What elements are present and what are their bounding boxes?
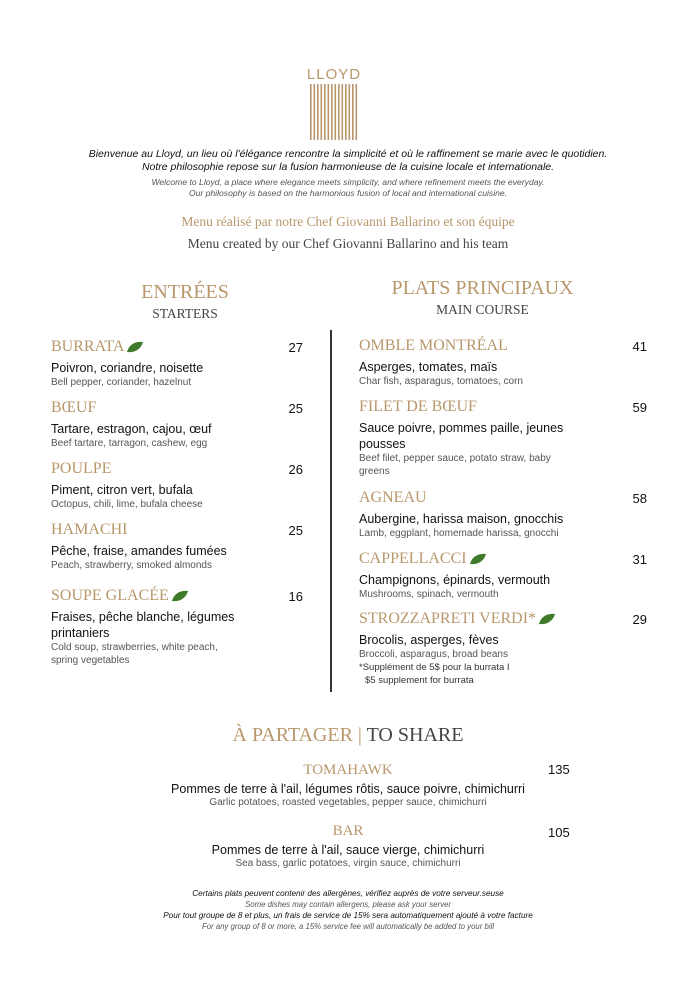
menu-item [359, 337, 647, 388]
intro-en-line1: Welcome to Lloyd, a place where elegance meets simplicity, and where refinement meets the everyday. [151, 177, 545, 187]
footer-allergen-fr: Certains plats peuvent contenir des allergènes, vérifiez auprès de votre serveur.seuse [192, 889, 504, 898]
item-description-fr: Pommes de terre à l'ail, sauce vierge, chimichurri [211, 843, 485, 857]
item-name: HAMACHI [51, 521, 128, 538]
item-description-en: Beef filet, pepper sauce, potato straw, baby [359, 453, 551, 464]
item-name: BAR [332, 823, 364, 839]
item-name: CAPPELLACCI [359, 550, 467, 567]
item-name: STROZZAPRETI VERDI* [359, 610, 537, 627]
chef-credit-fr: Menu réalisé par notre Chef Giovanni Ballarino et son équipe [181, 214, 515, 229]
item-price: 41 [632, 339, 647, 354]
footer-service-en: For any group of 8 or more, a 15% service fee will automatically be added to your bill [201, 922, 495, 931]
item-name: POULPE [51, 460, 112, 477]
menu-item [51, 399, 303, 450]
item-price: 25 [288, 401, 303, 416]
menu-item [359, 550, 647, 601]
item-description-en: Bell pepper, coriander, hazelnut [51, 377, 192, 388]
intro-fr-line1: Bienvenue au Lloyd, un lieu où l'élégance rencontre la simplicité et où le raffinement se marie avec le quotidien. [88, 148, 608, 160]
menu-item [359, 610, 647, 687]
item-description-fr: Brocolis, asperges, fèves [359, 633, 499, 647]
item-description-fr: Pommes de terre à l'ail, légumes rôtis, sauce poivre, chimichurri [171, 782, 525, 796]
item-description-en: Broccoli, asparagus, broad beans [359, 649, 508, 660]
item-description-en: Beef tartare, tarragon, cashew, egg [51, 438, 208, 449]
item-description-en: greens [359, 466, 390, 477]
logo-text: LLOYD [306, 66, 362, 83]
leaf-icon [126, 341, 144, 353]
logo-icon [310, 84, 358, 140]
starters-subtitle: STARTERS [152, 306, 218, 321]
item-description-en: Peach, strawberry, smoked almonds [51, 560, 212, 571]
item-name: BURRATA [51, 338, 125, 355]
share-title-fr: À PARTAGER [232, 724, 353, 746]
footer-allergen-en: Some dishes may contain allergens, please ask your server [245, 900, 451, 909]
chef-credit-en: Menu created by our Chef Giovanni Ballarino and his team [187, 236, 509, 251]
intro-en-line2: Our philosophy is based on the harmonious fusion of local and international cuisine. [188, 188, 508, 198]
item-description-en: Sea bass, garlic potatoes, virgin sauce, chimichurri [235, 858, 461, 869]
share-title-separator: | [357, 724, 362, 746]
menu-item [51, 338, 303, 389]
item-price: 29 [632, 612, 647, 627]
menu-item [359, 489, 647, 540]
item-price: 16 [288, 589, 303, 604]
menu-item [359, 398, 647, 478]
item-description-fr: Piment, citron vert, bufala [51, 483, 193, 497]
item-description-fr: Champignons, épinards, vermouth [359, 573, 551, 587]
share-item [0, 762, 696, 808]
footer [0, 888, 696, 932]
menu-item [51, 521, 303, 572]
item-name: FILET DE BŒUF [359, 398, 477, 415]
intro-fr-line2: Notre philosophie repose sur la fusion harmonieuse de la cuisine locale et internationale. [141, 161, 555, 173]
item-description-fr: pousses [359, 437, 406, 451]
item-description-en: Lamb, eggplant, homemade harissa, gnocchi [359, 528, 559, 539]
menu-item [51, 460, 303, 511]
item-price: 59 [632, 400, 647, 415]
leaf-icon [469, 553, 487, 565]
mains-title: PLATS PRINCIPAUX [391, 277, 574, 299]
item-description-fr: Fraises, pêche blanche, légumes [51, 610, 235, 624]
item-price: 58 [632, 491, 647, 506]
item-description-en: Cold soup, strawberries, white peach, [51, 642, 218, 653]
item-name: SOUPE GLACÉE [51, 587, 169, 604]
logo [304, 66, 364, 140]
item-name: BŒUF [51, 399, 97, 416]
item-description-fr: Pêche, fraise, amandes fumées [51, 544, 227, 558]
item-description-fr: Sauce poivre, pommes paille, jeunes [359, 421, 564, 435]
item-description-en: Octopus, chili, lime, bufala cheese [51, 499, 203, 510]
item-name: TOMAHAWK [303, 762, 393, 778]
item-description-fr: Poivron, coriandre, noisette [51, 361, 204, 375]
menu-item [51, 587, 303, 667]
column-divider [330, 330, 332, 692]
item-price: 25 [288, 523, 303, 538]
leaf-icon [171, 590, 189, 602]
share-title-en: TO SHARE [366, 724, 464, 746]
starters-title: ENTRÉES [141, 281, 229, 303]
footer-service-fr: Pour tout groupe de 8 et plus, un frais de service de 15% sera automatiquement ajouté à votre facture [163, 911, 533, 920]
share-title [0, 724, 696, 747]
item-price: 105 [548, 825, 570, 840]
item-price: 26 [288, 462, 303, 477]
item-name: AGNEAU [359, 489, 427, 506]
item-description-fr: Tartare, estragon, cajou, œuf [51, 422, 212, 436]
item-price: 31 [632, 552, 647, 567]
item-price: 135 [548, 762, 570, 777]
item-description-en: Char fish, asparagus, tomatoes, corn [359, 376, 523, 387]
leaf-icon [538, 613, 556, 625]
mains-subtitle: MAIN COURSE [436, 302, 529, 317]
item-description-en: Garlic potatoes, roasted vegetables, pepper sauce, chimichurri [209, 797, 487, 808]
item-price: 27 [288, 340, 303, 355]
item-note: *Supplément de 5$ pour la burrata I [359, 662, 510, 673]
item-description-fr: Asperges, tomates, maïs [359, 360, 498, 374]
item-description-en: Mushrooms, spinach, vermouth [359, 589, 499, 600]
item-note: $5 supplement for burrata [365, 675, 474, 686]
item-description-fr: printaniers [51, 626, 110, 640]
item-name: OMBLE MONTRÉAL [359, 337, 508, 354]
item-description-fr: Aubergine, harissa maison, gnocchis [359, 512, 564, 526]
share-item [0, 823, 696, 869]
item-description-en: spring vegetables [51, 655, 130, 666]
